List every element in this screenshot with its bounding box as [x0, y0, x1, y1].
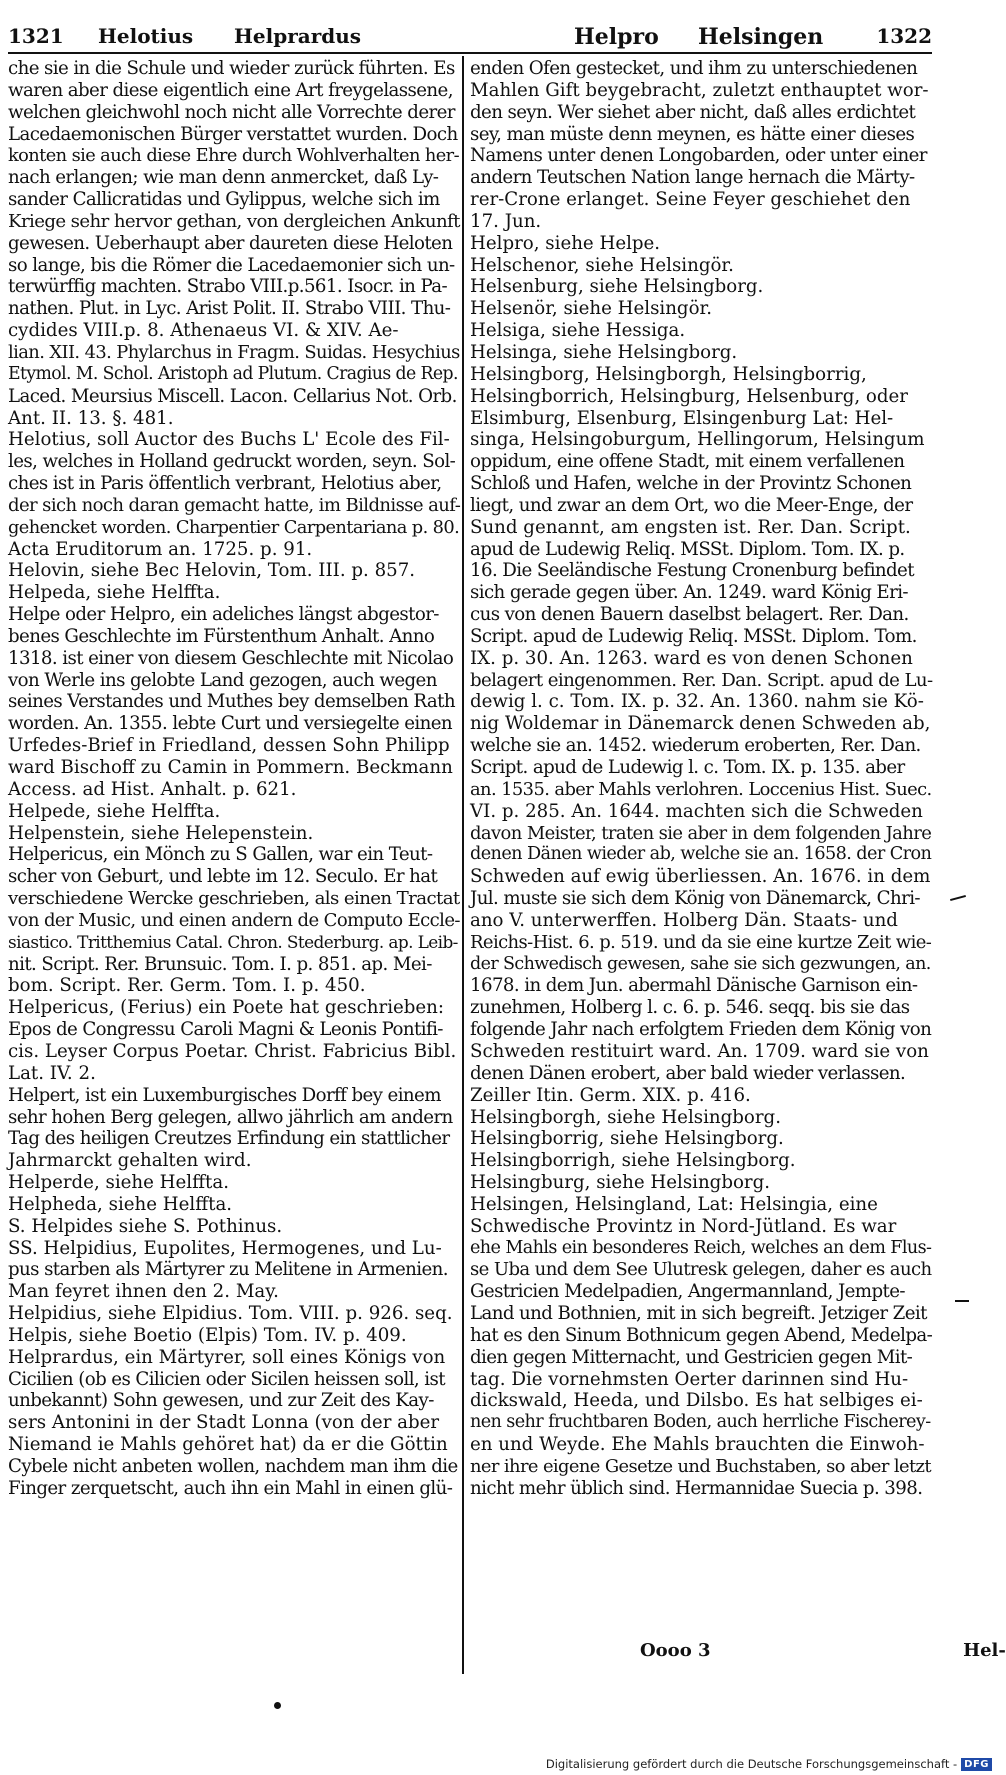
right-column-line: sey, man müste denn meynen, es hätte einer dieses [470, 123, 915, 145]
left-column-line: waren aber diese eigentlich eine Art freygelassene, [8, 79, 453, 101]
right-column-line: andern Teutschen Nation lange hernach die Märty- [470, 167, 915, 189]
right-column-line: Schwedische Provintz in Nord-Jütland. Es war [470, 1215, 897, 1237]
left-column-line: gewesen. Ueberhaupt aber daureten diese Heloten [8, 232, 453, 254]
left-column-line: gehencket worden. Charpentier Carpentariana p. 80. [8, 516, 460, 538]
right-column-line: enden Ofen gestecket, und ihm zu unterschiedenen [470, 58, 918, 79]
column-divider [462, 56, 464, 1674]
ink-speck [950, 895, 966, 901]
left-column-line: Helperde, siehe Helffta. [8, 1172, 229, 1194]
right-column-line: Land und Bothnien, mit in sich begreift. Jetziger Zeit [470, 1303, 927, 1325]
right-column-line: apud de Ludewig Reliq. MSSt. Diplom. Tom. IX. p. [470, 538, 905, 560]
right-column-line: Zeiller Itin. Germ. XIX. p. 416. [470, 1084, 751, 1106]
left-column-line: nathen. Plut. in Lyc. Arist Polit. II. Strabo VIII. Thu- [8, 298, 451, 320]
right-column-line: sich gerade gegen über. An. 1249. ward König Eri- [470, 582, 908, 604]
right-column-line: Namens unter denen Longobarden, oder unter einer [470, 145, 927, 167]
right-column-line: folgende Jahr nach erfolgtem Frieden dem König von [470, 1019, 932, 1041]
right-column-line: tag. Die vornehmsten Oerter darinnen sind Hu- [470, 1368, 909, 1390]
left-column-line: Tag des heiligen Creutzes Erfindung ein stattlicher [8, 1128, 450, 1150]
left-column-line: Lacedaemonischen Bürger verstattet wurden. Doch [8, 123, 458, 145]
right-column-line: Jul. muste sie sich dem König von Dänemarck, Chri- [470, 888, 920, 910]
left-column-line: siastico. Tritthemius Catal. Chron. Stederburg. ap. Leib- [8, 931, 458, 952]
right-column-line: Schloß und Hafen, welche in der Provintz Schonen [470, 473, 912, 495]
left-column-line: pus starben als Märtyrer zu Melitene in Armenien. [8, 1259, 448, 1281]
left-column-line: verschiedene Wercke geschrieben, als einen Tractat [8, 888, 460, 910]
left-column-line: worden. An. 1355. lebte Curt und versiegelte einen [8, 713, 452, 735]
right-column-line: Helsinga, siehe Helsingborg. [470, 341, 738, 363]
page-header [8, 20, 932, 54]
right-column-line: IX. p. 30. An. 1263. ward es von denen Schonen [470, 647, 913, 669]
right-column-line: Script. apud de Ludewig Reliq. MSSt. Diplom. Tom. [470, 625, 917, 647]
left-column-line: Epos de Congressu Caroli Magni & Leonis Pontifi- [8, 1019, 443, 1041]
left-column-line: cydides VIII.p. 8. Athenaeus VI. & XIV. Ae- [8, 320, 399, 342]
right-column-line: denen Dänen erobert, aber bald wieder verlassen. [470, 1062, 906, 1084]
signature-mark-text: Oooo 3 [640, 1640, 711, 1661]
left-column-line: scher von Geburt, und lebte im 12. Seculo. Er hat [8, 866, 438, 888]
right-column-line: Helsenburg, siehe Helsingborg. [470, 276, 764, 298]
left-column-line: bom. Script. Rer. Germ. Tom. I. p. 450. [8, 975, 366, 997]
left-column-line: Helprardus, ein Märtyrer, soll eines Königs von [8, 1346, 446, 1368]
right-column-line: Reichs-Hist. 6. p. 519. und da sie eine kurtze Zeit wie- [470, 931, 932, 953]
header-keyword-left-2: Helprardus [234, 24, 362, 48]
left-column-line: SS. Helpidius, Eupolites, Hermogenes, und Lu- [8, 1237, 442, 1259]
header-keyword-right-1: Helpro [574, 24, 659, 50]
right-column-line: Gestricien Medelpadien, Angermannland, Jempte- [470, 1281, 905, 1303]
left-column-line: Etymol. M. Schol. Aristoph ad Plutum. Cragius de Rep. [8, 363, 458, 384]
right-column-line: zunehmen, Holberg l. c. 6. p. 546. seqq. bis sie das [470, 997, 910, 1019]
left-column-line: Laced. Meursius Miscell. Lacon. Cellarius Not. Orb. [8, 385, 457, 407]
right-column-line: davon Meister, traten sie aber in dem folgenden Jahre [470, 822, 932, 844]
left-column-line: Urfedes-Brief in Friedland, dessen Sohn Philipp [8, 735, 450, 757]
left-column-line: Access. ad Hist. Anhalt. p. 621. [8, 778, 297, 800]
left-column-line: Niemand ie Mahls gehöret hat) da er die Göttin [8, 1434, 448, 1456]
right-column-line: Schweden auf ewig überliessen. An. 1676. in dem [470, 866, 931, 888]
right-column-line: welche sie an. 1452. wiederum eroberten, Rer. Dan. [470, 735, 921, 757]
left-column-line: so lange, bis die Römer die Lacedaemonier sich un- [8, 254, 455, 276]
left-column-line: S. Helpides siehe S. Pothinus. [8, 1215, 283, 1237]
right-column-line: Helsingborgh, siehe Helsingborg. [470, 1106, 781, 1128]
right-column-line: 17. Jun. [470, 210, 542, 232]
right-column-line: Helsingborrigh, siehe Helsingborg. [470, 1150, 796, 1172]
left-column-line: Cicilien (ob es Cilicien oder Sicilen heissen soll, ist [8, 1368, 445, 1390]
right-column-line: Helsingborg, Helsingborgh, Helsingborrig, [470, 363, 867, 385]
right-column-line: dien gegen Mitternacht, und Gestricien gegen Mit- [470, 1346, 913, 1368]
left-column-line: sehr hohen Berg gelegen, allwo jährlich am andern [8, 1106, 453, 1128]
right-column-line: ehe Mahls ein besonderes Reich, welches an dem Flus- [470, 1237, 932, 1258]
left-column-line: Helovin, siehe Bec Helovin, Tom. III. p. 857. [8, 560, 416, 582]
right-column-line: oppidum, eine offene Stadt, mit einem verfallenen [470, 451, 905, 473]
header-rule [8, 52, 932, 54]
right-column-line: rer-Crone erlanget. Seine Feyer geschiehet den [470, 189, 911, 211]
left-column-line: sers Antonini in der Stadt Lonna (von der aber [8, 1412, 440, 1434]
left-column-line: Helpe oder Helpro, ein adeliches längst abgestor- [8, 604, 439, 626]
left-column-line: Helpeda, siehe Helffta. [8, 582, 221, 604]
right-column-line: Helsiga, siehe Hessiga. [470, 320, 686, 342]
left-column-line: Kriege sehr hervor gethan, von dergleichen Ankunft [8, 210, 460, 232]
left-column-line: von Werle ins gelobte Land gezogen, auch wegen [8, 669, 437, 691]
left-column-line: 1318. ist einer von diesem Geschlechte mit Nicolao [8, 647, 454, 669]
left-column-line: Cybele nicht anbeten wollen, nachdem man ihm die [8, 1456, 458, 1477]
right-column-line: ner ihre eigene Gesetze und Buchstaben, so aber letzt [470, 1456, 931, 1477]
signature-mark [640, 1640, 1006, 1661]
left-column-line: terwürffig machten. Strabo VIII.p.561. Isocr. in Pa- [8, 276, 448, 298]
left-column-line: Finger zerquetscht, auch ihn ein Mahl in einen glü- [8, 1477, 453, 1499]
left-column-line: che sie in die Schule und wieder zurück führten. Es [8, 58, 455, 79]
right-column-line: Elsimburg, Elsenburg, Elsingenburg Lat: Hel- [470, 407, 894, 429]
left-column-line: lian. XII. 43. Phylarchus in Fragm. Suidas. Hesychius [8, 341, 460, 363]
left-column-line: ches ist in Paris öffentlich verbrant, Helotius aber, [8, 473, 442, 495]
right-column-line: Helpro, siehe Helpe. [470, 232, 661, 254]
right-column-line: Mahlen Gift beygebracht, zuletzt enthauptet wor- [470, 79, 929, 101]
right-column-line: Helsingburg, siehe Helsingborg. [470, 1172, 771, 1194]
left-column-line: seines Verstandes und Muthes bey demselben Rath [8, 691, 455, 713]
right-column-line: denen Dänen wieder ab, welche sie an. 1658. der Cron [470, 844, 932, 865]
right-column-line: dickswald, Heeda, und Dilsbo. Es hat selbiges ei- [470, 1390, 923, 1412]
right-column-line: Helsingborrig, siehe Helsingborg. [470, 1128, 784, 1150]
right-column-line: Helschenor, siehe Helsingör. [470, 254, 734, 276]
left-column-line: konten sie auch diese Ehre durch Wohlverhalten her- [8, 145, 460, 167]
right-column-line: hat es den Sinum Bothnicum gegen Abend, Medelpa- [470, 1324, 933, 1346]
right-column-line: Script. apud de Ludewig l. c. Tom. IX. p. 135. aber [470, 757, 905, 778]
right-column-line: 1678. in dem Jun. abermahl Dänische Garnison ein- [470, 975, 918, 997]
left-column-line: Helpis, siehe Boetio (Elpis) Tom. IV. p. 409. [8, 1324, 407, 1346]
right-column-line: singa, Helsingoburgum, Hellingorum, Helsingum [470, 429, 925, 451]
header-keyword-right-2: Helsingen [698, 24, 824, 50]
left-column-line: Jahrmarckt gehalten wird. [8, 1150, 252, 1172]
left-column-line: nach erlangen; wie man denn anmercket, daß Ly- [8, 167, 439, 189]
right-column-line: dewig l. c. Tom. IX. p. 32. An. 1360. nahm sie Kö- [470, 691, 924, 713]
left-column-line: cis. Leyser Corpus Poetar. Christ. Fabricius Bibl. [8, 1040, 457, 1062]
left-column-line: Helotius, soll Auctor des Buchs L' Ecole des Fil- [8, 429, 450, 451]
left-column-line: Helpenstein, siehe Helepenstein. [8, 822, 314, 844]
left-column-line: benes Geschlechte im Fürstenthum Anhalt. Anno [8, 625, 435, 647]
credit-text: Digitalisierung gefördert durch die Deutsche Forschungsgemeinschaft - [545, 1757, 958, 1771]
right-column-line: nig Woldemar in Dänemarck denen Schweden ab, [470, 713, 931, 735]
page-number-right: 1322 [876, 24, 932, 48]
left-column-line: Lat. IV. 2. [8, 1062, 96, 1084]
catchword: Hel- [963, 1640, 1006, 1661]
right-column-line: se Uba und dem See Ulutresk gelegen, daher es auch [470, 1259, 932, 1281]
left-column-line: Acta Eruditorum an. 1725. p. 91. [8, 538, 313, 560]
left-column-line: Helpert, ist ein Luxemburgisches Dorff bey einem [8, 1084, 441, 1106]
right-column-line: Sund genannt, am engsten ist. Rer. Dan. Script. [470, 516, 911, 538]
left-column-line: Helpheda, siehe Helffta. [8, 1193, 233, 1215]
right-column-line: en und Weyde. Ehe Mahls brauchten die Einwoh- [470, 1434, 925, 1456]
right-column-line: liegt, und zwar an dem Ort, wo die Meer-Enge, der [470, 494, 913, 516]
right-column-line: nicht mehr üblich sind. Hermannidae Suecia p. 398. [470, 1477, 923, 1499]
right-column-line: belagert eingenommen. Rer. Dan. Script. apud de Lu- [470, 669, 933, 691]
left-column-line: Helpericus, ein Mönch zu S Gallen, war ein Teut- [8, 844, 433, 866]
right-column-line: 16. Die Seeländische Festung Cronenburg befindet [470, 560, 914, 582]
right-column-line: cus von denen Bauern daselbst belagert. Rer. Dan. [470, 604, 909, 626]
left-column-line: von der Music, und einen andern de Computo Eccle- [8, 909, 460, 931]
page-number-left: 1321 [8, 24, 64, 48]
left-column-line: Helpede, siehe Helffta. [8, 800, 221, 822]
left-column [8, 58, 460, 1718]
left-column-line: Helpidius, siehe Elpidius. Tom. VIII. p. 926. seq. [8, 1303, 453, 1325]
left-column-line: Helpericus, (Ferius) ein Poete hat geschrieben: [8, 997, 445, 1019]
ink-speck [955, 1300, 969, 1302]
right-column-line: Helsingen, Helsingland, Lat: Helsingia, eine [470, 1193, 878, 1215]
right-column-line: VI. p. 285. An. 1644. machten sich die Schweden [470, 800, 923, 822]
left-column-line: les, welches in Holland gedruckt worden, seyn. Sol- [8, 451, 456, 473]
left-column-line: der sich noch daran gemacht hatte, im Bildnisse auf- [8, 494, 461, 516]
ink-dot [274, 1702, 281, 1709]
left-column-line: Man feyret ihnen den 2. May. [8, 1281, 279, 1303]
left-column-line: ward Bischoff zu Camin in Pommern. Beckmann [8, 757, 453, 778]
right-column-line: Helsenör, siehe Helsingör. [470, 298, 713, 320]
right-column [470, 58, 932, 1718]
right-column-line: den seyn. Wer siehet aber nicht, daß alles erdichtet [470, 101, 916, 123]
right-column-line: ano V. unterwerffen. Holberg Dän. Staats- und [470, 909, 898, 931]
left-column-line: unbekannt) Sohn gewesen, und zur Zeit des Kay- [8, 1390, 434, 1412]
left-column-line: sander Callicratidas und Gylippus, welche sich im [8, 189, 440, 211]
dfg-logo: DFG [961, 1758, 992, 1771]
right-column-line: Helsingborrich, Helsingburg, Helsenburg, oder [470, 385, 908, 407]
right-column-line: Schweden restituirt ward. An. 1709. ward sie von [470, 1040, 929, 1062]
left-column-line: nit. Script. Rer. Brunsuic. Tom. I. p. 851. ap. Mei- [8, 953, 432, 975]
left-column-line: Ant. II. 13. §. 481. [8, 407, 174, 429]
left-column-line: welchen gleichwohl noch nicht alle Vorrechte derer [8, 101, 455, 123]
digitization-credit [546, 1756, 992, 1772]
right-column-line: der Schwedisch gewesen, sahe sie sich gezwungen, an. [470, 953, 931, 974]
right-column-line: nen sehr fruchtbaren Boden, auch herrliche Fischerey- [470, 1412, 931, 1433]
header-keyword-left-1: Helotius [98, 24, 194, 48]
right-column-line: an. 1535. aber Mahls verlohren. Loccenius Hist. Suec. [470, 778, 932, 800]
